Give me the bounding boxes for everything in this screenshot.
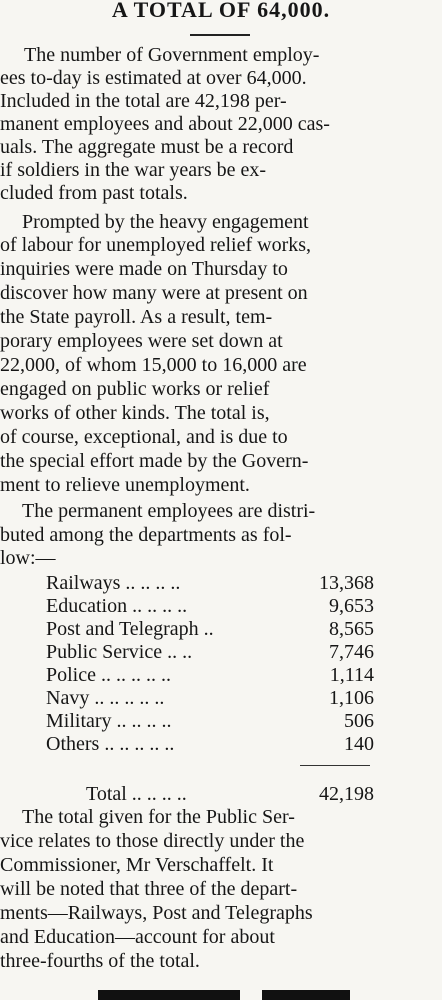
headline-rule (190, 34, 250, 36)
paragraph-4-line: three-fourths of the total. (0, 950, 200, 972)
paragraph-2-line: the special effort made by the Govern- (0, 450, 309, 472)
department-count: 506 (344, 710, 374, 732)
department-count: 140 (344, 733, 374, 755)
paragraph-2-line: 22,000, of whom 15,000 to 16,000 are (0, 354, 307, 376)
paragraph-2-line: discover how many were at present on (0, 282, 308, 304)
department-name: Military .. .. .. .. (46, 710, 172, 732)
paragraph-4-line: and Education—account for about (0, 926, 275, 948)
paragraph-4-line: Commissioner, Mr Verschaffelt. It (0, 854, 274, 876)
paragraph-2-line: Prompted by the heavy engagement (22, 211, 309, 233)
department-name: Public Service .. .. (46, 641, 193, 663)
department-name: Post and Telegraph .. (46, 618, 214, 640)
paragraph-1-line: if soldiers in the war years be ex- (0, 159, 267, 181)
department-count: 9,653 (329, 595, 374, 617)
table-row (40, 687, 380, 710)
table-row (40, 595, 380, 618)
department-name: Railways .. .. .. .. (46, 572, 181, 594)
paragraph-2-line: engaged on public works or relief (0, 378, 270, 400)
bottom-rule-right (262, 990, 350, 1000)
paragraph-3-line: buted among the departments as fol- (0, 524, 292, 546)
paragraph-1-line: The number of Government employ- (24, 44, 320, 66)
paragraph-2-line: porary employees were set down at (0, 330, 283, 352)
paragraph-3-line: low:— (0, 547, 56, 569)
bottom-rule-left (98, 990, 240, 1000)
department-name: Others .. .. .. .. .. (46, 733, 175, 755)
table-row (40, 710, 380, 733)
table-row (40, 572, 380, 595)
total-row (80, 783, 380, 806)
department-name: Navy .. .. .. .. .. (46, 687, 165, 709)
paragraph-1-line: Included in the total are 42,198 per- (0, 90, 287, 112)
paragraph-1-line: manent employees and about 22,000 cas- (0, 113, 330, 135)
department-count: 8,565 (329, 618, 374, 640)
department-count: 7,746 (329, 641, 374, 663)
paragraph-4-line: ments—Railways, Post and Telegraphs (0, 902, 313, 924)
paragraph-1-line: uals. The aggregate must be a record (0, 136, 294, 158)
paragraph-4-line: will be noted that three of the depart- (0, 878, 298, 900)
headline: A TOTAL OF 64,000. (111, 0, 331, 22)
department-count: 1,106 (329, 687, 374, 709)
table-row (40, 641, 380, 664)
total-rule (300, 765, 370, 766)
paragraph-2-line: ment to relieve unemployment. (0, 474, 250, 496)
department-count: 13,368 (319, 572, 374, 594)
paragraph-4-line: The total given for the Public Ser- (22, 806, 295, 828)
total-label: Total .. .. .. .. (86, 783, 187, 805)
paragraph-4-line: vice relates to those directly under the (0, 830, 305, 852)
paragraph-1-line: ees to-day is estimated at over 64,000. (0, 67, 307, 89)
table-row (40, 733, 380, 756)
table-row (40, 618, 380, 641)
paragraph-2-line: works of other kinds. The total is, (0, 402, 270, 424)
paragraph-2-line: of labour for unemployed relief works, (0, 234, 312, 256)
department-name: Police .. .. .. .. .. (46, 664, 171, 686)
department-count: 1,114 (329, 664, 374, 686)
paragraph-2-line: of course, exceptional, and is due to (0, 426, 288, 448)
total-count: 42,198 (319, 783, 374, 805)
paragraph-3-line: The permanent employees are distri- (22, 500, 316, 522)
paragraph-1-line: cluded from past totals. (0, 182, 188, 204)
department-name: Education .. .. .. .. (46, 595, 188, 617)
table-row (40, 664, 380, 687)
paragraph-2-line: the State payroll. As a result, tem- (0, 306, 273, 328)
paragraph-2-line: inquiries were made on Thursday to (0, 258, 288, 280)
